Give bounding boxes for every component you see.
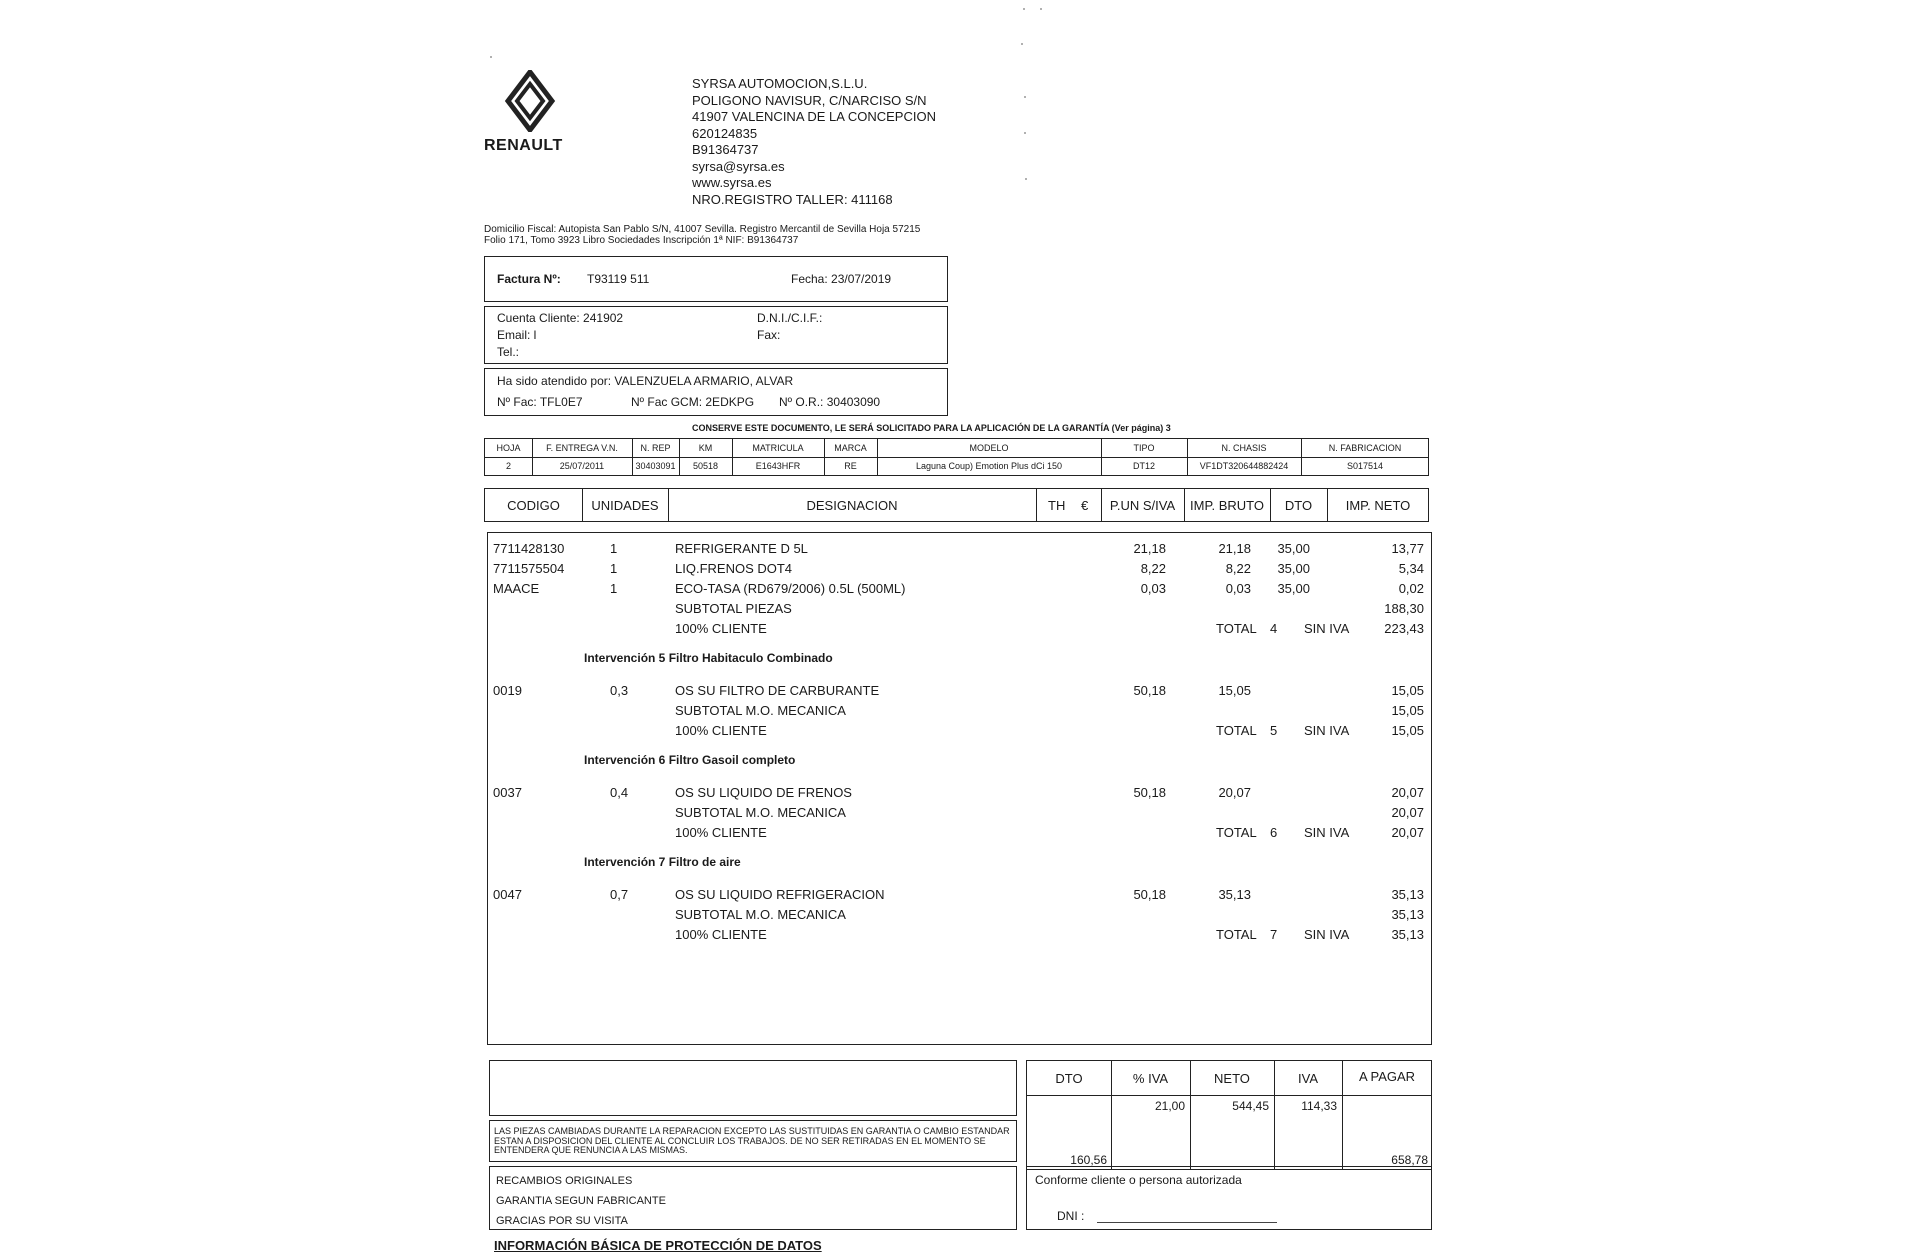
line-desc: SUBTOTAL PIEZAS (675, 601, 792, 616)
line-neto: 20,07 (1391, 825, 1424, 840)
line-desc: LIQ.FRENOS DOT4 (675, 561, 793, 576)
vehicle-tipo: DT12 (1132, 461, 1155, 471)
line-desc: 100% CLIENTE (675, 723, 767, 738)
line-desc: 100% CLIENTE (675, 825, 767, 840)
line-units: 1 (610, 581, 618, 596)
line-item-row (488, 805, 1428, 823)
totals-apagar: 658,78 (1391, 1153, 1428, 1167)
totals-header-neto: NETO (1214, 1071, 1250, 1086)
vehicle-matricula: E1643HFR (755, 461, 801, 471)
line-item-row (488, 825, 1428, 843)
vehicle-header-chasis: N. CHASIS (1221, 443, 1267, 453)
vehicle-header-matricula: MATRICULA (752, 443, 804, 453)
vehicle-header-nrep: N. REP (640, 443, 671, 453)
vehicle-header-tipo: TIPO (1133, 443, 1155, 453)
attended-box (484, 368, 948, 416)
fiscal-line-1: Domicilio Fiscal: Autopista San Pablo S/N, 41007 Sevilla. Registro Mercantil de Sevilla Hoja 57215 (484, 224, 921, 235)
signature-box (1026, 1166, 1432, 1230)
line-siniva: SIN IVA (1304, 825, 1350, 840)
client-box (484, 306, 948, 364)
footer-notes-box (489, 1166, 1017, 1230)
vehicle-modelo: Laguna Coup) Emotion Plus dCi 150 (915, 461, 1063, 471)
header-neto: IMP. NETO (1345, 498, 1411, 513)
line-desc: SUBTOTAL M.O. MECANICA (675, 907, 846, 922)
client-fax: Fax: (757, 328, 781, 342)
line-neto: 15,05 (1391, 703, 1424, 718)
line-bruto: 35,13 (1218, 887, 1251, 902)
vehicle-header-entrega: F. ENTREGA V.N. (546, 443, 618, 453)
line-siniva: SIN IVA (1304, 927, 1350, 942)
company-phone: 620124835 (692, 125, 758, 141)
line-bruto: 21,18 (1218, 541, 1251, 556)
line-code: 0047 (493, 887, 522, 902)
line-neto: 35,13 (1391, 907, 1424, 922)
totals-header-dto: DTO (1055, 1071, 1083, 1086)
line-dto: 35,00 (1277, 581, 1310, 596)
lines-header (484, 488, 1429, 522)
line-item-row (488, 785, 1428, 803)
vehicle-header-km: KM (698, 443, 713, 453)
attended-or: Nº O.R.: 30403090 (779, 395, 881, 409)
line-siniva: SIN IVA (1304, 723, 1350, 738)
line-desc: OS SU LIQUIDO REFRIGERACION (675, 887, 885, 902)
note-garantia: GARANTIA SEGUN FABRICANTE (496, 1195, 666, 1207)
line-total: TOTAL (1216, 621, 1257, 636)
line-code: 0019 (493, 683, 522, 698)
line-bruto: 0,03 (1225, 581, 1251, 596)
line-pun: 8,22 (1140, 561, 1166, 576)
invoice-number-label: Factura Nº: (497, 272, 561, 286)
line-neto: 20,07 (1391, 785, 1424, 800)
header-bruto: IMP. BRUTO (1190, 498, 1264, 513)
line-neto: 15,05 (1391, 683, 1424, 698)
header-unidades: UNIDADES (591, 498, 659, 513)
conditions-box (489, 1120, 1017, 1162)
line-total: TOTAL (1216, 723, 1257, 738)
lines-body (487, 532, 1432, 1045)
line-code: 0037 (493, 785, 522, 800)
vehicle-hoja: 2 (505, 461, 511, 471)
company-nif: B91364737 (692, 142, 759, 157)
line-neto: 13,77 (1391, 541, 1424, 556)
line-item-row (488, 541, 1428, 559)
line-pun: 50,18 (1133, 785, 1166, 800)
totals-iva: 114,33 (1301, 1099, 1337, 1113)
line-code: 7711575504 (493, 561, 565, 576)
attended-by: Ha sido atendido por: VALENZUELA ARMARIO, ALVAR (497, 374, 794, 388)
vehicle-header-marca: MARCA (834, 443, 867, 453)
invoice-number-box (484, 256, 948, 302)
line-item-row (488, 927, 1428, 945)
vehicle-nrep: 30403091 (635, 461, 676, 471)
line-item-row (488, 887, 1428, 905)
warranty-note: CONSERVE ESTE DOCUMENTO, LE SERÁ SOLICITADO PARA LA APLICACIÓN DE LA GARANTÍA (Ver página) 3 (692, 423, 1171, 433)
line-neto: 5,34 (1398, 561, 1424, 576)
vehicle-table (484, 438, 1429, 476)
line-pun: 50,18 (1133, 887, 1166, 902)
header-th: TH (1048, 498, 1066, 513)
line-neto: 35,13 (1391, 927, 1424, 942)
client-phone: Tel.: (497, 345, 520, 359)
line-pun: 50,18 (1133, 683, 1166, 698)
line-pun: 0,03 (1140, 581, 1166, 596)
fiscal-line-2: Folio 171, Tomo 3923 Libro Sociedades Inscripción 1ª NIF: B91364737 (484, 235, 799, 246)
line-units: 1 (610, 541, 618, 556)
client-email: Email: l (497, 328, 537, 342)
invoice-number: T93119 511 (587, 272, 650, 286)
line-dto: 35,00 (1277, 541, 1310, 556)
signature-dni-line (1097, 1222, 1277, 1223)
attended-gcm: Nº Fac GCM: 2EDKPG (631, 395, 755, 409)
line-neto: 0,02 (1398, 581, 1424, 596)
line-units: 0,3 (610, 683, 629, 698)
header-designacion: DESIGNACION (806, 498, 898, 513)
line-dto: 35,00 (1277, 561, 1310, 576)
company-address: POLIGONO NAVISUR, C/NARCISO S/N (692, 92, 927, 108)
data-protection-heading: INFORMACIÓN BÁSICA DE PROTECCIÓN DE DATOS (494, 1238, 822, 1253)
vehicle-header-modelo: MODELO (969, 443, 1009, 453)
invoice-date: Fecha: 23/07/2019 (791, 272, 892, 286)
line-item-row (488, 621, 1428, 639)
vehicle-header-fabricacion: N. FABRICACION (1328, 443, 1402, 453)
company-email: syrsa@syrsa.es (692, 158, 785, 174)
intervention-title: Intervención 6 Filtro Gasoil completo (584, 753, 796, 767)
line-units: 1 (610, 561, 618, 576)
vehicle-fabricacion: S017514 (1346, 461, 1384, 471)
company-website: www.syrsa.es (692, 175, 772, 190)
line-units: 0,7 (610, 887, 629, 902)
line-desc: 100% CLIENTE (675, 927, 767, 942)
line-desc: OS SU LIQUIDO DE FRENOS (675, 785, 852, 800)
totals-header-apagar: A PAGAR (1358, 1069, 1416, 1084)
header-pun: P.UN S/IVA (1109, 498, 1176, 513)
vehicle-km: 50518 (692, 461, 719, 471)
totals-iva-pct: 21,00 (1154, 1099, 1185, 1113)
line-desc: OS SU FILTRO DE CARBURANTE (675, 683, 880, 698)
line-pun: 21,18 (1133, 541, 1166, 556)
vehicle-header-hoja: HOJA (496, 443, 521, 453)
totals-box (1026, 1060, 1432, 1170)
conditions-text: LAS PIEZAS CAMBIADAS DURANTE LA REPARACION EXCEPTO LAS SUSTITUIDAS EN GARANTIA O CAMBIO ESTANDAR ESTAN A DISPOSICION DEL CLIENTE AL CONCLUIR LOS TRABAJOS. DE NO SER RETIRADAS EN EL MOMENTO SE ENTENDERA QUE RENUNCIA A LAS MISMAS. (494, 1126, 1010, 1155)
line-neto: 15,05 (1391, 723, 1424, 738)
line-neto: 223,43 (1384, 621, 1424, 636)
line-neto: 35,13 (1391, 887, 1424, 902)
company-registry: NRO.REGISTRO TALLER: 411168 (692, 191, 893, 207)
line-desc: SUBTOTAL M.O. MECANICA (675, 703, 846, 718)
intervention-row (488, 651, 1428, 669)
line-units: 0,4 (610, 785, 629, 800)
line-neto: 188,30 (1384, 601, 1424, 616)
line-siniva: SIN IVA (1304, 621, 1350, 636)
company-city: 41907 VALENCINA DE LA CONCEPCION (692, 109, 936, 124)
line-code: MAACE (493, 581, 540, 596)
renault-diamond-icon (500, 70, 560, 132)
line-bruto: 20,07 (1218, 785, 1251, 800)
line-desc: 100% CLIENTE (675, 621, 767, 636)
line-tn: 7 (1270, 927, 1278, 942)
attended-nfac: Nº Fac: TFL0E7 (497, 395, 583, 409)
totals-header-iva-pct: % IVA (1132, 1071, 1169, 1086)
fiscal-info (484, 224, 920, 246)
line-desc: SUBTOTAL M.O. MECANICA (675, 805, 846, 820)
client-dni: D.N.I./C.I.F.: (757, 311, 823, 325)
line-tn: 5 (1270, 723, 1278, 738)
note-recambios: RECAMBIOS ORIGINALES (496, 1175, 633, 1187)
company-block (692, 76, 936, 208)
line-desc: ECO-TASA (RD679/2006) 0.5L (500ML) (675, 581, 906, 596)
line-neto: 20,07 (1391, 805, 1424, 820)
line-item-row (488, 907, 1428, 925)
intervention-row (488, 753, 1428, 771)
totals-neto: 544,45 (1232, 1099, 1269, 1113)
line-item-row (488, 683, 1428, 701)
totals-header-iva: IVA (1298, 1071, 1318, 1086)
signature-dni: DNI : (1057, 1209, 1085, 1223)
header-euro: € (1081, 498, 1089, 513)
vehicle-entrega: 25/07/2011 (559, 461, 605, 471)
renault-logo (500, 70, 560, 132)
vehicle-chasis: VF1DT320644882424 (1199, 461, 1289, 471)
client-account: Cuenta Cliente: 241902 (497, 311, 624, 325)
note-gracias: GRACIAS POR SU VISITA (496, 1215, 628, 1227)
intervention-title: Intervención 7 Filtro de aire (584, 855, 741, 869)
line-tn: 4 (1270, 621, 1278, 636)
line-total: TOTAL (1216, 927, 1257, 942)
blank-notes-box (489, 1060, 1017, 1116)
company-name: SYRSA AUTOMOCION,S.L.U. (692, 76, 868, 91)
header-dto: DTO (1284, 498, 1313, 513)
line-desc: REFRIGERANTE D 5L (675, 541, 808, 556)
brand-name: RENAULT (484, 137, 563, 154)
line-bruto: 8,22 (1225, 561, 1251, 576)
intervention-row (488, 855, 1428, 873)
line-total: TOTAL (1216, 825, 1257, 840)
line-item-row (488, 561, 1428, 579)
line-tn: 6 (1270, 825, 1278, 840)
line-bruto: 15,05 (1218, 683, 1251, 698)
line-item-row (488, 601, 1428, 619)
line-code: 7711428130 (493, 541, 565, 556)
line-item-row (488, 723, 1428, 741)
line-item-row (488, 703, 1428, 721)
vehicle-marca: RE (844, 461, 857, 471)
totals-dto: 160,56 (1070, 1153, 1107, 1167)
line-item-row (488, 581, 1428, 599)
signature-label: Conforme cliente o persona autorizada (1035, 1173, 1242, 1187)
header-codigo: CODIGO (507, 498, 560, 513)
intervention-title: Intervención 5 Filtro Habitaculo Combinado (584, 651, 833, 665)
